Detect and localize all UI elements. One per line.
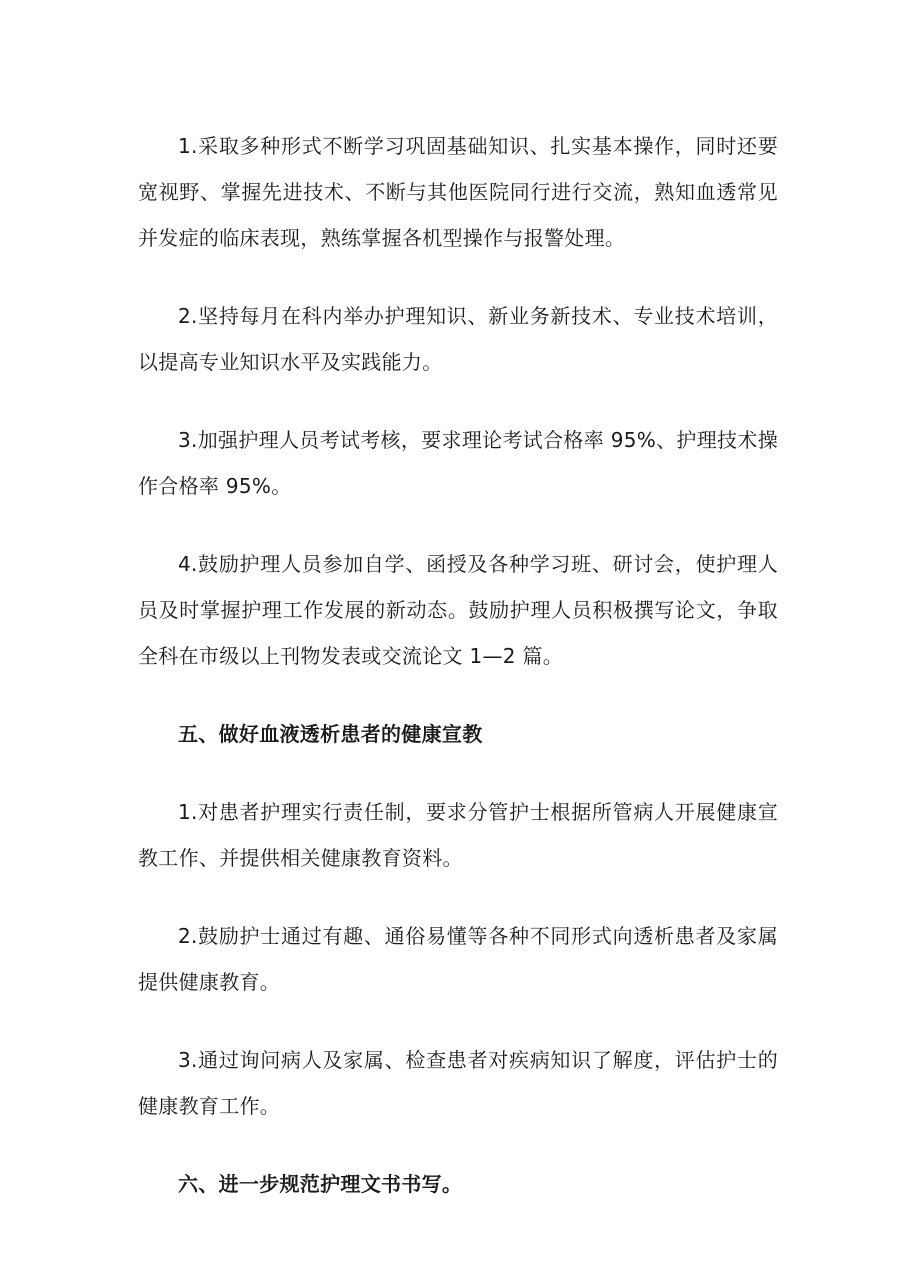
- section-heading-health-education: 五、做好血液透析患者的健康宣教: [178, 722, 483, 746]
- paragraph-study-basics: 1.采取多种形式不断学习巩固基础知识、扎实基本操作，同时还要宽视野、掌握先进技术、不断与其他医院同行进行交流，熟知血透常见并发症的临床表现，熟练掌握各机型操作与报警处理。: [138, 134, 778, 250]
- paragraph-monthly-training: 2.坚持每月在科内举办护理知识、新业务新技术、专业技术培训，以提高专业知识水平及实践能力。: [138, 304, 778, 374]
- paragraph-exam-assessment: 3.加强护理人员考试考核，要求理论考试合格率 95%、护理技术操作合格率 95%。: [138, 428, 778, 498]
- paragraph-education-evaluation: 3.通过询问病人及家属、检查患者对疾病知识了解度，评估护士的健康教育工作。: [138, 1048, 778, 1118]
- section-heading-nursing-documents: 六、进一步规范护理文书书写。: [178, 1172, 463, 1196]
- paragraph-education-forms: 2.鼓励护士通过有趣、通俗易懂等各种不同形式向透析患者及家属提供健康教育。: [138, 924, 778, 994]
- document-page: [138, 123, 778, 1239]
- paragraph-responsibility-system: 1.对患者护理实行责任制，要求分管护士根据所管病人开展健康宣教工作、并提供相关健康教育资料。: [138, 800, 778, 870]
- paragraph-self-study-papers: 4.鼓励护理人员参加自学、函授及各种学习班、研讨会，使护理人员及时掌握护理工作发展的新动态。鼓励护理人员积极撰写论文，争取全科在市级以上刊物发表或交流论文 1—2 篇。: [138, 552, 778, 668]
